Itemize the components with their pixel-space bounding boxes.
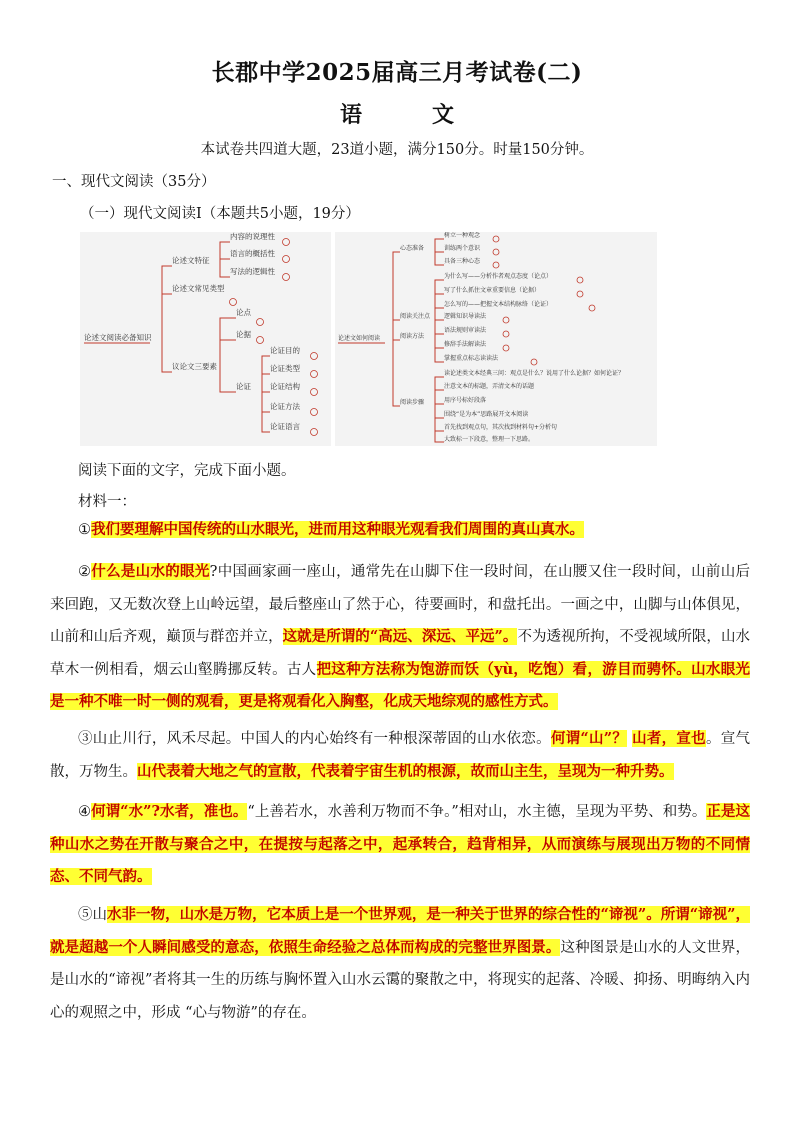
reading-instruction: 阅读下面的文字，完成下面小题。 [78, 463, 296, 479]
mindmap-leaf: 论证结构 [270, 382, 300, 391]
highlighted-text: 何谓“山”？ [550, 730, 628, 747]
highlighted-text: 山者，宣也 [632, 730, 706, 747]
mindmap-leaf: 内容的说理性 [230, 232, 275, 241]
mindmap-leaf: 论证目的 [270, 346, 300, 355]
mindmap-leaf: 围绕“是为本”思路展开文本阅读 [444, 411, 529, 418]
mindmap-right-branch: 阅读步骤 [400, 399, 425, 406]
highlighted-text: 何谓“水”?水者，准也。 [91, 803, 248, 820]
body-text: 不为透视所拘，不受视域所限，山水草木一例相看，烟云山壑腾挪反转。古人 [50, 629, 751, 678]
mindmap-right-root: 论述文如何阅读 [338, 335, 381, 342]
mindmap-leaf: 修辞手法解读法 [444, 341, 487, 348]
mindmap-leaf: 掌握重点标志读读法 [444, 355, 499, 362]
highlighted-text: 这就是所谓的“高远、深远、平远”。 [282, 628, 518, 645]
mindmap-leaf: 树立一种观念 [444, 232, 481, 239]
mindmap-right-branch: 心态准备 [400, 245, 425, 252]
highlighted-text: 山代表着大地之气的宣散，代表着宇宙生机的根源，故而山主生，呈现为一种升势。 [137, 762, 674, 780]
mindmap-left-root: 论述文阅读必备知识 [84, 333, 152, 342]
mindmap-leaf: 训练两个意识 [444, 245, 481, 252]
mindmap-leaf: 写法的逻辑性 [230, 267, 275, 276]
exam-intro: 本试卷共四道大题，23道小题，满分150分。时量150分钟。 [200, 142, 594, 158]
section-heading: 一、现代文阅读（35分） [52, 174, 216, 190]
material-label: 材料一： [78, 494, 136, 510]
paragraph-number: ⑤ [78, 907, 93, 923]
paragraph-number: ③ [78, 731, 93, 747]
mindmap-leaf: 为什么写——分析作者观点态度（论点） [444, 273, 553, 280]
paragraph-number: ① [78, 522, 91, 538]
highlighted-text: 什么是山水的眼光 [91, 563, 210, 580]
highlighted-text: 山水眼光是一种不唯一时一侧的观看，更是将观看化入胸壑，化成天地综观的感性方式。 [50, 660, 751, 710]
mindmap-leaf: 论证方法 [270, 402, 300, 411]
paragraph-2 [50, 556, 750, 719]
mindmap-leaf: 用序号标好段落 [444, 397, 487, 404]
mindmap-leaf: 论证类型 [270, 364, 300, 373]
mindmap-right-branch: 阅读方法 [400, 333, 425, 340]
mindmap-left-branch: 论述文常见类型 [172, 284, 225, 293]
mindmap-leaf: 大致标一下段意，整理一下思路。 [444, 436, 535, 443]
mindmap-leaf: 读论述类文本经典三问：观点是什么？说用了什么论据？如何论证？ [444, 370, 625, 377]
mindmap-leaf: 首先找到观点句，其次找到材料句+分析句 [444, 424, 558, 431]
highlighted-text: 水非一物，山水是万物，它本质上是一个世界观，是一种关于世界的综合性的“谛视”。所谓“谛视”，就是超越一个人瞬间感受的意态，依照生命经验之总体而构成的完整世界图景。 [50, 906, 751, 956]
mindmap-leaf: 语法规则审读法 [444, 327, 487, 334]
body-text: 。宣气散，万物生。 [50, 731, 751, 780]
mindmap-right-branch: 阅读关注点 [400, 313, 431, 320]
body-text: ?中国画家画一座山，通常先在山脚下住一段时间，在山腰又住一段时间，山前山后来回跑，又无数次登上山岭远望，最后整座山了然于心，待要画时，和盘托出。一画之中，山脚与山体俱见，山前和山后齐观，巅顶与群峦并立， [50, 564, 751, 645]
body-text: 山止川行，风禾尽起。中国人的内心始终有一种根深蒂固的山水依恋。 [92, 731, 551, 747]
body-text: 山 [92, 907, 108, 923]
mindmap-leaf: 逻辑知识导读法 [444, 313, 487, 320]
mind-map-image [80, 232, 657, 446]
mindmap-left-branch: 论述文特征 [172, 256, 210, 265]
highlighted-text: 正是这种山水之势在开散与聚合之中，在提按与起落之中，起承转合，趋背相异，从而演练与展现出万物的不同情态、不同气韵。 [50, 803, 751, 885]
mindmap-leaf: 怎么写的——把握文本结构脉络（论证） [444, 301, 553, 308]
paragraph-3 [50, 723, 750, 788]
mindmap-leaf: 具备三种心态 [444, 258, 481, 265]
mindmap-leaf: 写了什么抓住文章重要信息（论据） [444, 287, 541, 294]
subject-title: 语 文 [339, 102, 478, 128]
mindmap-leaf: 论据 [236, 330, 251, 339]
body-text: “上善若水，水善利万物而不争。”相对山，水主德，呈现为平势、和势。 [247, 804, 707, 820]
paragraph-1 [78, 514, 738, 547]
exam-title: 长郡中学2025届高三月考试卷(二) [211, 59, 583, 86]
paragraph-number: ④ [78, 804, 92, 820]
paragraph-number: ② [78, 564, 92, 580]
mindmap-leaf: 语言的概括性 [230, 249, 275, 258]
paragraph-5 [50, 899, 750, 1029]
mindmap-leaf: 论证 [236, 382, 251, 391]
body-text: 这种图景是山水的人文世界，是山水的“谛视”者将其一生的历练与胸怀置入山水云霭的聚散之中，将现实的起落、冷暖、抑扬、明晦纳入内心的观照之中，形成 “心与物游”的存在。 [50, 939, 751, 1021]
highlighted-text: 把这种方法称为饱游而饫（yù，吃饱）看，游目而骋怀。 [316, 660, 692, 678]
subsection-heading: （一）现代文阅读Ⅰ（本题共5小题，19分） [80, 206, 360, 222]
highlighted-text: 我们要理解中国传统的山水眼光，进而用这种眼光观看我们周围的真山真水。 [91, 521, 584, 538]
mindmap-leaf: 论证语言 [270, 422, 300, 431]
mindmap-leaf: 注意文本的标题，弄清文本的话题 [444, 383, 535, 390]
mindmap-leaf: 论点 [236, 308, 251, 317]
mindmap-left-branch: 议论文三要素 [172, 362, 217, 371]
paragraph-4 [50, 796, 750, 894]
